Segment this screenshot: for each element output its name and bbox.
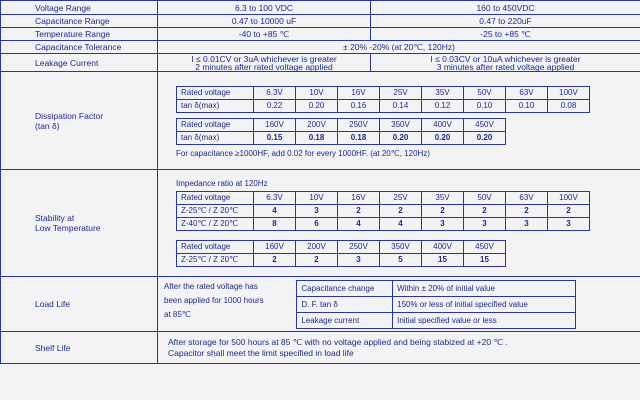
tan-delta-cell: 0.18	[296, 131, 338, 144]
voltage-cell: 450V	[464, 118, 506, 131]
dissipation-row	[1, 72, 640, 170]
df1-header: Rated voltage	[177, 86, 254, 99]
voltage-cell: 200V	[296, 118, 338, 131]
load-life-content	[158, 277, 640, 332]
voltage-cell: 350V	[380, 118, 422, 131]
load-life-text-line3: at 85℃	[164, 309, 191, 319]
voltage-cell: 400V	[422, 240, 464, 253]
voltage-range-label: Voltage Range	[1, 1, 158, 15]
dissipation-table-low	[176, 86, 590, 113]
voltage-cell: 50V	[464, 191, 506, 204]
impedance-ratio-cell: 15	[464, 253, 506, 266]
leakage-current-low	[158, 54, 371, 72]
load-life-text-line2: been applied for 1000 hours	[164, 295, 264, 305]
shelf-life-line1: After storage for 500 hours at 85 ℃ with no voltage applied and being stabized at +20 ℃ .	[168, 337, 508, 347]
voltage-cell: 35V	[422, 86, 464, 99]
capacitance-tolerance-value: ± 20% -20% (at 20℃, 120Hz)	[158, 41, 640, 54]
voltage-cell: 50V	[464, 86, 506, 99]
shelf-life-label: Shelf Life	[1, 332, 158, 364]
load-life-item: D. F. tan δ	[297, 296, 393, 312]
load-life-item: Leakage current	[297, 312, 393, 328]
impedance-ratio-cell: 2	[422, 204, 464, 217]
stability-label	[1, 170, 158, 277]
st1-header: Rated voltage	[177, 191, 254, 204]
voltage-cell: 160V	[254, 240, 296, 253]
tan-delta-cell: 0.08	[548, 99, 590, 112]
stability-row	[1, 170, 640, 277]
voltage-cell: 63V	[506, 191, 548, 204]
impedance-ratio-cell: 5	[380, 253, 422, 266]
load-life-label: Load Life	[1, 277, 158, 332]
tan-delta-cell: 0.20	[380, 131, 422, 144]
voltage-range-row	[1, 1, 640, 15]
leakage-high-line2: 3 minutes after rated voltage applied	[436, 61, 575, 72]
impedance-ratio-cell: 3	[464, 217, 506, 230]
impedance-ratio-cell: 6	[296, 217, 338, 230]
temperature-range-label: Temperature Range	[1, 28, 158, 41]
shelf-life-row	[1, 332, 640, 364]
capacitance-range-high: 0.47 to 220uF	[371, 15, 640, 28]
voltage-cell: 35V	[422, 191, 464, 204]
impedance-ratio-cell: 3	[506, 217, 548, 230]
leakage-low-line1: I ≤ 0.01CV or 3uA whichever is greater	[191, 53, 337, 64]
voltage-cell: 10V	[296, 86, 338, 99]
dissipation-label	[1, 72, 158, 170]
st2-voltage-row	[177, 240, 506, 253]
shelf-life-line2: Capacitor shall meet the limit specified in load life	[168, 348, 354, 358]
dissipation-label-line1: Dissipation Factor	[35, 110, 104, 121]
impedance-ratio-cell: 15	[422, 253, 464, 266]
df1-voltage-row	[177, 86, 590, 99]
dissipation-note: For capacitance ≥1000HF, add 0.02 for every 1000HF. (at 20℃, 120Hz)	[176, 148, 430, 158]
df2-header: Rated voltage	[177, 118, 254, 131]
stability-label-line1: Stability at	[35, 213, 75, 223]
load-life-spec: Initial specified value or less	[393, 312, 576, 328]
capacitance-tolerance-row	[1, 41, 640, 54]
load-life-spec: Within ± 20% of initial value	[393, 280, 576, 296]
load-life-text-line1: After the rated voltage has	[164, 281, 258, 291]
impedance-ratio-cell: 2	[296, 253, 338, 266]
impedance-table-high	[176, 240, 506, 267]
df2-row-label: tan δ(max)	[177, 131, 254, 144]
capacitance-tolerance-label: Capacitance Tolerance	[1, 41, 158, 54]
impedance-ratio-cell: 2	[506, 204, 548, 217]
df1-value-row	[177, 99, 590, 112]
st1-row-0-label: Z-25℃ / Z 20℃	[177, 204, 254, 217]
voltage-cell: 63V	[506, 86, 548, 99]
leakage-low-line2: 2 minutes after rated voltage applied	[195, 61, 333, 72]
load-life-table-row	[297, 296, 576, 312]
impedance-ratio-cell: 2	[464, 204, 506, 217]
voltage-cell: 16V	[338, 191, 380, 204]
impedance-caption: Impedance ratio at 120Hz	[176, 178, 268, 188]
load-life-text	[164, 280, 294, 322]
impedance-ratio-cell: 2	[380, 204, 422, 217]
voltage-cell: 25V	[380, 86, 422, 99]
voltage-cell: 250V	[338, 240, 380, 253]
st1-voltage-row	[177, 191, 590, 204]
load-life-table	[296, 280, 576, 329]
dissipation-content	[158, 72, 640, 170]
voltage-cell: 10V	[296, 191, 338, 204]
st2-header: Rated voltage	[177, 240, 254, 253]
voltage-range-low: 6.3 to 100 VDC	[158, 1, 371, 15]
impedance-ratio-cell: 2	[254, 253, 296, 266]
capacitance-range-label: Capacitance Range	[1, 15, 158, 28]
voltage-cell: 450V	[464, 240, 506, 253]
tan-delta-cell: 0.14	[380, 99, 422, 112]
impedance-ratio-cell: 4	[380, 217, 422, 230]
voltage-cell: 350V	[380, 240, 422, 253]
impedance-ratio-cell: 8	[254, 217, 296, 230]
tan-delta-cell: 0.10	[506, 99, 548, 112]
tan-delta-cell: 0.18	[338, 131, 380, 144]
dissipation-label-line2: (tan δ)	[35, 120, 60, 131]
st2-row-0-label: Z-25℃ / Z 20℃	[177, 253, 254, 266]
stability-label-line2: Low Temperature	[35, 223, 101, 233]
voltage-cell: 6.3V	[254, 86, 296, 99]
impedance-ratio-cell: 2	[548, 204, 590, 217]
tan-delta-cell: 0.16	[338, 99, 380, 112]
shelf-life-content	[158, 332, 640, 364]
temperature-range-high: -25 to +85 ℃	[371, 28, 640, 41]
load-life-row	[1, 277, 640, 332]
temperature-range-low: -40 to +85 ℃	[158, 28, 371, 41]
voltage-cell: 100V	[548, 191, 590, 204]
df2-value-row	[177, 131, 506, 144]
stability-content	[158, 170, 640, 277]
capacitance-range-row	[1, 15, 640, 28]
st1-row-1-label: Z-40℃ / Z 20℃	[177, 217, 254, 230]
st1-row-1	[177, 217, 590, 230]
load-life-item: Capacitance change	[297, 280, 393, 296]
voltage-cell: 6.3V	[254, 191, 296, 204]
tan-delta-cell: 0.22	[254, 99, 296, 112]
voltage-cell: 200V	[296, 240, 338, 253]
leakage-high-line1: I ≤ 0.03CV or 10uA whichever is greater	[430, 53, 581, 64]
temperature-range-row	[1, 28, 640, 41]
voltage-cell: 400V	[422, 118, 464, 131]
capacitance-range-low: 0.47 to 10000 uF	[158, 15, 371, 28]
leakage-current-high	[371, 54, 640, 72]
tan-delta-cell: 0.20	[464, 131, 506, 144]
tan-delta-cell: 0.12	[422, 99, 464, 112]
impedance-table-low	[176, 191, 590, 231]
voltage-cell: 250V	[338, 118, 380, 131]
load-life-spec: 150% or less of initial specified value	[393, 296, 576, 312]
dissipation-table-high	[176, 118, 506, 145]
leakage-current-row	[1, 54, 640, 72]
tan-delta-cell: 0.20	[296, 99, 338, 112]
st1-row-0	[177, 204, 590, 217]
voltage-cell: 100V	[548, 86, 590, 99]
impedance-ratio-cell: 4	[254, 204, 296, 217]
df1-row-label: tan δ(max)	[177, 99, 254, 112]
impedance-ratio-cell: 3	[296, 204, 338, 217]
load-life-table-row	[297, 280, 576, 296]
tan-delta-cell: 0.15	[254, 131, 296, 144]
impedance-ratio-cell: 2	[338, 204, 380, 217]
impedance-ratio-cell: 3	[548, 217, 590, 230]
voltage-cell: 25V	[380, 191, 422, 204]
load-life-table-row	[297, 312, 576, 328]
df2-voltage-row	[177, 118, 506, 131]
impedance-ratio-cell: 3	[422, 217, 464, 230]
tan-delta-cell: 0.20	[422, 131, 464, 144]
impedance-ratio-cell: 4	[338, 217, 380, 230]
voltage-cell: 160V	[254, 118, 296, 131]
st2-row-0	[177, 253, 506, 266]
tan-delta-cell: 0.10	[464, 99, 506, 112]
voltage-range-high: 160 to 450VDC	[371, 1, 640, 15]
impedance-ratio-cell: 3	[338, 253, 380, 266]
voltage-cell: 16V	[338, 86, 380, 99]
leakage-current-label: Leakage Current	[1, 54, 158, 72]
